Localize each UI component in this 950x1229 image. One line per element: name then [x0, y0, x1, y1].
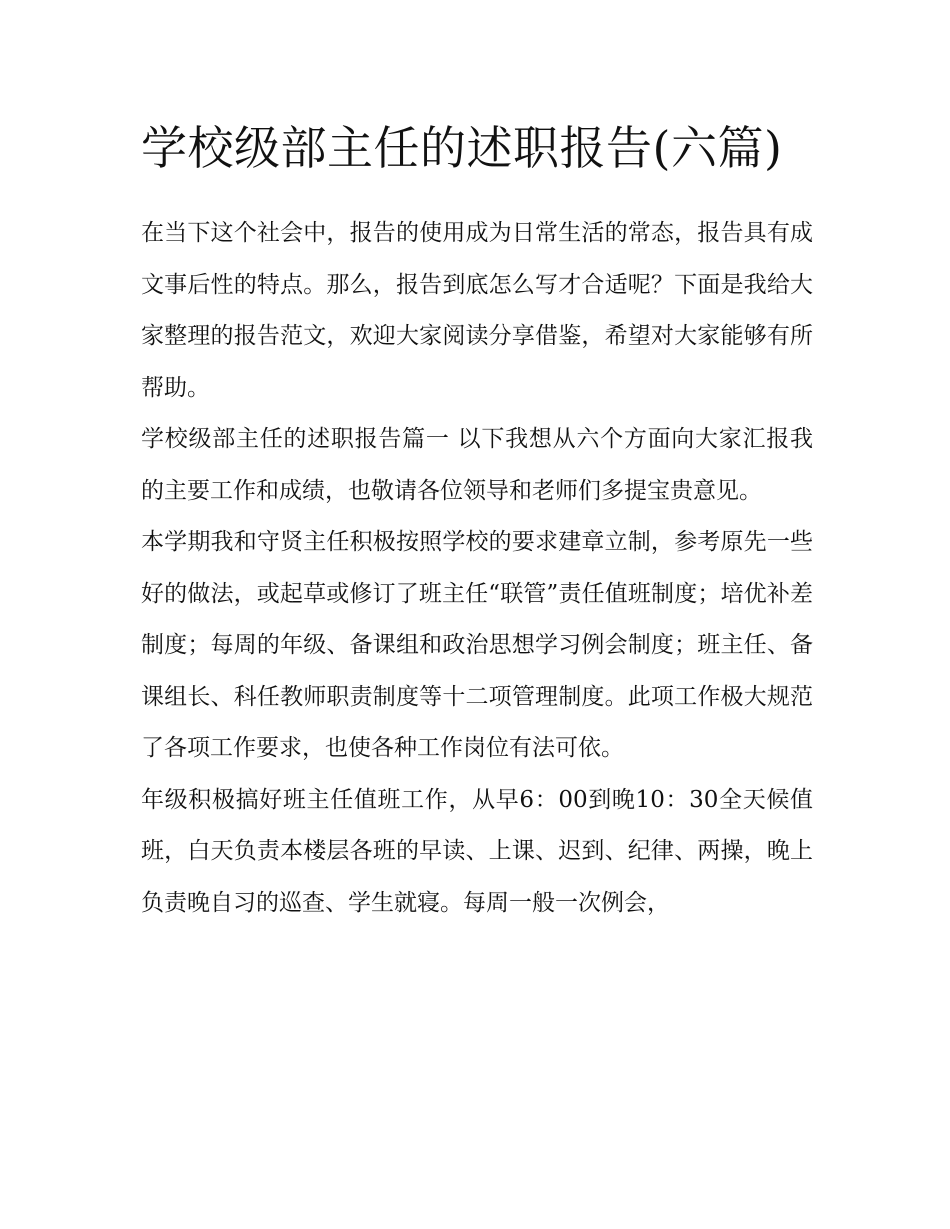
paragraph-duty: 年级积极搞好班主任值班工作，从早6：00到晚10：30全天候值班，白天负责本楼层各班的早读、上课、迟到、纪律、两操，晚上负责晚自习的巡查、学生就寝。每周一般一次例会，	[141, 786, 813, 916]
document-title: 学校级部主任的述职报告(六篇)	[141, 121, 783, 175]
paragraph-section-one: 学校级部主任的述职报告篇一 以下我想从六个方面向大家汇报我的主要工作和成绩，也敬请各位领导和老师们多提宝贵意见。	[141, 426, 813, 504]
document-body	[141, 110, 813, 929]
paragraph-rules: 本学期我和守贤主任积极按照学校的要求建章立制，参考原先一些好的做法，或起草或修订了班主任“联管”责任值班制度；培优补差制度；每周的年级、备课组和政治思想学习例会制度；班主任、备课组长、科任教师职责制度等十二项管理制度。此项工作极大规范了各项工作要求，也使各种工作岗位有法可依。	[141, 529, 813, 761]
paragraph-intro: 在当下这个社会中，报告的使用成为日常生活的常态，报告具有成文事后性的特点。那么，报告到底怎么写才合适呢？下面是我给大家整理的报告范文，欢迎大家阅读分享借鉴，希望对大家能够有所帮助。	[141, 220, 813, 401]
